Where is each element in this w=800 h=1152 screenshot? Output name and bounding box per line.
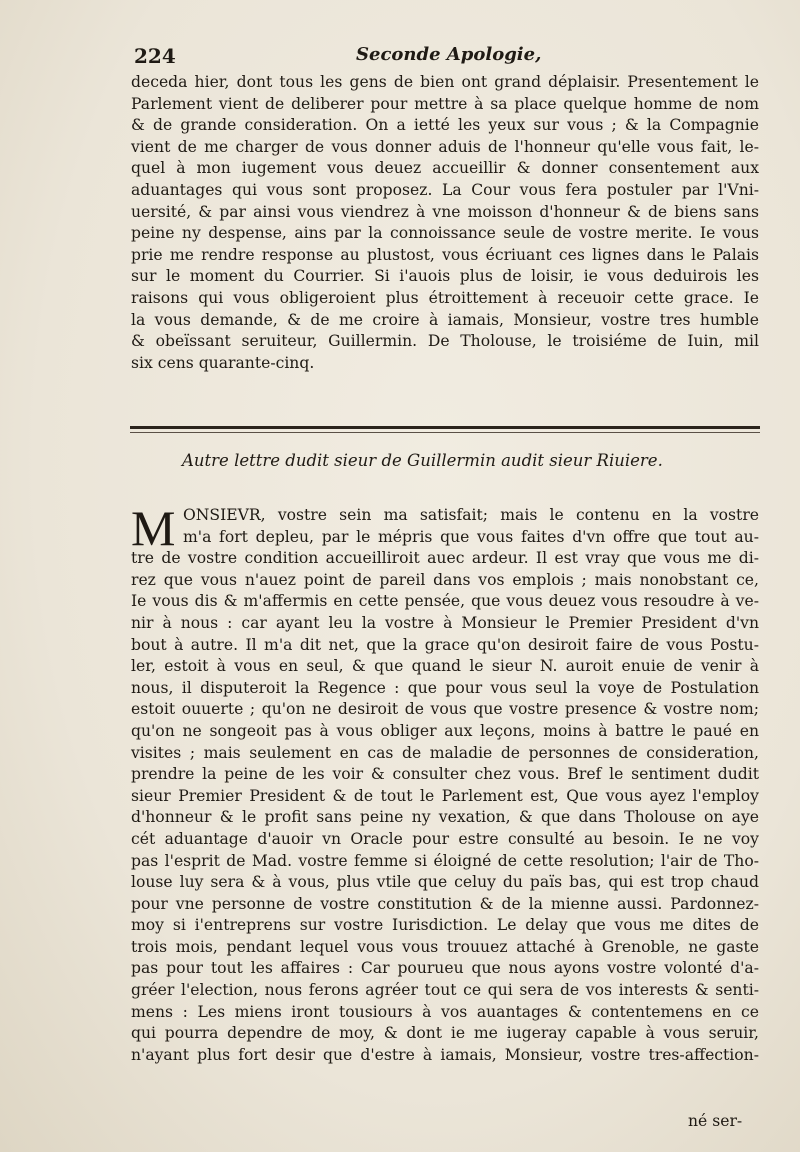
text-line: estoit ouuerte ; qu'on ne desiroit de vous que vostre presence & vostre nom; (131, 700, 759, 719)
text-line: peine ny despense, ains par la connoissance seule de vostre merite. Ie vous (131, 224, 759, 243)
text-line: quel à mon iugement vous deuez accueillir & donner consentement aux (131, 159, 759, 178)
text-line: prie me rendre response au plustost, vous écriuant ces lignes dans le Palais (131, 245, 759, 264)
text-line: tre de vostre condition accueilliroit auec ardeur. Il est vray que vous me di- (131, 549, 759, 568)
text-line: gréer l'election, nous ferons agréer tout ce qui sera de vos interests & senti- (131, 981, 759, 1000)
text-line: aduantages qui vous sont proposez. La Cour vous fera postuler par l'Vni- (131, 180, 759, 199)
text-line: & obeïssant seruiteur, Guillermin. De Tholouse, le troisiéme de Iuin, mil (131, 332, 759, 351)
text-line: cét aduantage d'auoir vn Oracle pour estre consulté au besoin. Ie ne voy (131, 829, 759, 848)
letter-end-paragraph (131, 72, 759, 374)
text-line: rez que vous n'auez point de pareil dans vos emplois ; mais nonobstant ce, (131, 570, 759, 589)
text-line: raisons qui vous obligeroient plus étroittement à receuoir cette grace. Ie (131, 288, 759, 307)
text-line: qui pourra dependre de moy, & dont ie me iugeray capable à vous seruir, (131, 1024, 759, 1043)
text-line: vient de me charger de vous donner aduis de l'honneur qu'elle vous fait, le- (131, 137, 759, 156)
text-line: qu'on ne songeoit pas à vous obliger aux leçons, moins à battre le paué en (131, 721, 759, 740)
text-line: mens : Les miens iront tousiours à vos auantages & contentemens en ce (131, 1002, 759, 1021)
text-line: nous, il disputeroit la Regence : que pour vous seul la voye de Postulation (131, 678, 759, 697)
catchword: né ser- (688, 1112, 743, 1130)
text-line: nir à nous : car ayant leu la vostre à Monsieur le Premier President d'vn (131, 613, 759, 632)
text-line: louse luy sera & à vous, plus vtile que celuy du païs bas, qui est trop chaud (131, 873, 759, 892)
page-number: 224 (134, 44, 176, 68)
section-divider-thin (130, 432, 760, 433)
letter-paragraph (131, 500, 759, 1066)
text-line: la vous demande, & de me croire à iamais, Monsieur, vostre tres humble (131, 310, 759, 329)
text-line: ONSIEVR, vostre sein ma satisfait; mais le contenu en la vostre (183, 506, 759, 524)
section-divider (130, 426, 760, 429)
text-line: bout à autre. Il m'a dit net, que la grace qu'on desiroit faire de vous Postu- (131, 635, 759, 654)
text-line: six cens quarante-cinq. (131, 353, 315, 372)
drop-cap: M (131, 500, 176, 556)
text-line: pour vne personne de vostre constitution & de la mienne aussi. Pardonnez- (131, 894, 759, 913)
text-line: d'honneur & le profit sans peine ny vexation, & que dans Tholouse on aye (131, 808, 759, 827)
text-line: ler, estoit à vous en seul, & que quand le sieur N. auroit enuie de venir à (131, 657, 759, 676)
text-line: moy si i'entreprens sur vostre Iurisdiction. Le delay que vous me dites de (131, 916, 759, 935)
page-header (134, 44, 774, 70)
text-line: m'a fort depleu, par le mépris que vous faites d'vn offre que tout au- (183, 527, 759, 546)
text-line: prendre la peine de les voir & consulter chez vous. Bref le sentiment dudit (131, 765, 759, 784)
text-line: Ie vous dis & m'affermis en cette pensée, que vous deuez vous resoudre à ve- (131, 592, 759, 611)
text-line: sieur Premier President & de tout le Parlement est, Que vous ayez l'employ (131, 786, 759, 805)
text-line: pas pour tout les affaires : Car pourueu que nous ayons vostre volonté d'a- (131, 959, 759, 978)
letter-body (131, 500, 759, 1066)
text-line: visites ; mais seulement en cas de maladie de personnes de consideration, (131, 743, 759, 762)
section-title: Autre lettre dudit sieur de Guillermin audit sieur Riuiere. (182, 451, 663, 470)
text-line: Parlement vient de deliberer pour mettre à sa place quelque homme de nom (131, 94, 759, 113)
text-line: & de grande consideration. On a ietté les yeux sur vous ; & la Compagnie (131, 116, 759, 135)
text-line: trois mois, pendant lequel vous vous trouuez attaché à Grenoble, ne gaste (131, 937, 759, 956)
text-line: sur le moment du Courrier. Si i'auois plus de loisir, ie vous deduirois les (131, 267, 759, 286)
text-line: n'ayant plus fort desir que d'estre à iamais, Monsieur, vostre tres-affection- (131, 1045, 759, 1064)
text-line: pas l'esprit de Mad. vostre femme si éloigné de cette resolution; l'air de Tho- (131, 851, 759, 870)
running-title: Seconde Apologie, (356, 44, 542, 65)
text-line: deceda hier, dont tous les gens de bien ont grand déplaisir. Presentement le (131, 73, 759, 91)
text-line: uersité, & par ainsi vous viendrez à vne moisson d'honneur & de biens sans (131, 202, 759, 221)
